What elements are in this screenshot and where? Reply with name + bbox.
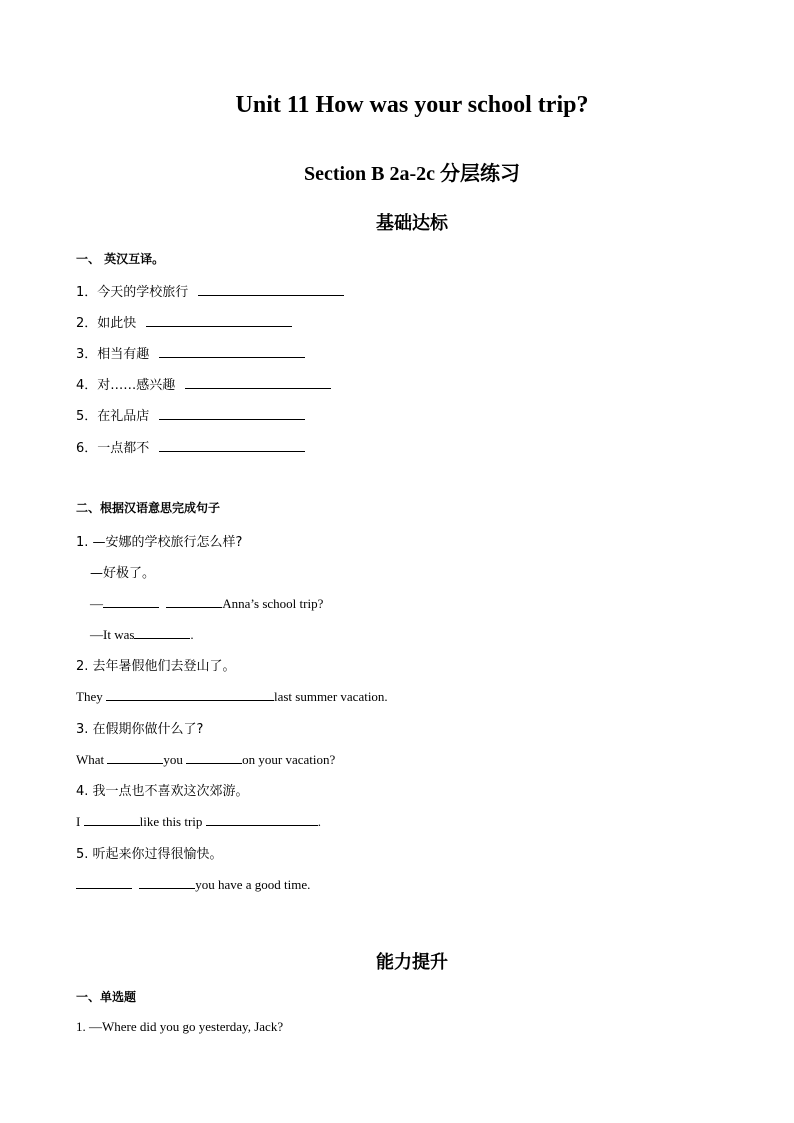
- list-item: [76, 343, 305, 362]
- fill-line: They last summer vacation.: [76, 686, 388, 705]
- question-text: 5. 听起来你过得很愉快。: [76, 847, 223, 862]
- answer-blank[interactable]: [146, 312, 292, 327]
- fill-line: —It was .: [90, 624, 194, 643]
- list-item: [76, 437, 305, 456]
- item-text: 2．如此快: [76, 316, 137, 331]
- list-item: [76, 281, 344, 300]
- answer-blank[interactable]: [134, 624, 190, 639]
- part-heading-single-choice: 一、单选题: [76, 990, 137, 1004]
- question-text: 1. —安娜的学校旅行怎么样?: [76, 535, 243, 550]
- part-heading-complete-sentences: 二、根据汉语意思完成句子: [76, 501, 221, 515]
- item-text: 6．一点都不: [76, 441, 150, 456]
- item-text: 5．在礼品店: [76, 409, 150, 424]
- fill-line: I like this trip .: [76, 811, 321, 830]
- item-text: 1．今天的学校旅行: [76, 285, 189, 300]
- answer-blank[interactable]: [139, 874, 195, 889]
- fill-line: What you on your vacation?: [76, 749, 335, 768]
- answer-blank[interactable]: [185, 374, 331, 389]
- page-title: Unit 11 How was your school trip?: [235, 92, 589, 118]
- answer-blank[interactable]: [159, 405, 305, 420]
- question-text: 2. 去年暑假他们去登山了。: [76, 659, 236, 674]
- answer-text: —好极了。: [90, 566, 156, 581]
- answer-blank[interactable]: [206, 811, 318, 826]
- question-text: 3. 在假期你做什么了?: [76, 722, 204, 737]
- answer-blank[interactable]: [159, 437, 305, 452]
- answer-blank[interactable]: [106, 686, 274, 701]
- answer-blank[interactable]: [84, 811, 140, 826]
- question-text: 1. —Where did you go yesterday, Jack?: [76, 1019, 284, 1034]
- answer-blank[interactable]: [107, 749, 163, 764]
- fill-line: you have a good time.: [76, 874, 310, 893]
- answer-blank[interactable]: [186, 749, 242, 764]
- item-text: 4．对……感兴趣: [76, 378, 176, 393]
- page-subtitle: Section B 2a-2c 分层练习: [303, 163, 521, 185]
- question-text: 4. 我一点也不喜欢这次郊游。: [76, 784, 249, 799]
- answer-blank[interactable]: [159, 343, 305, 358]
- list-item: [76, 405, 305, 424]
- item-text: 3．相当有趣: [76, 347, 150, 362]
- part-heading-translation: 一、 英汉互译。: [76, 252, 165, 266]
- section-heading-advanced: 能力提升: [376, 952, 448, 973]
- list-item: [76, 374, 331, 393]
- section-heading-basic: 基础达标: [376, 213, 448, 234]
- list-item: [76, 312, 292, 331]
- answer-blank[interactable]: [166, 593, 222, 608]
- fill-line: — Anna’s school trip?: [90, 593, 323, 612]
- answer-blank[interactable]: [103, 593, 159, 608]
- answer-blank[interactable]: [76, 874, 132, 889]
- answer-blank[interactable]: [198, 281, 344, 296]
